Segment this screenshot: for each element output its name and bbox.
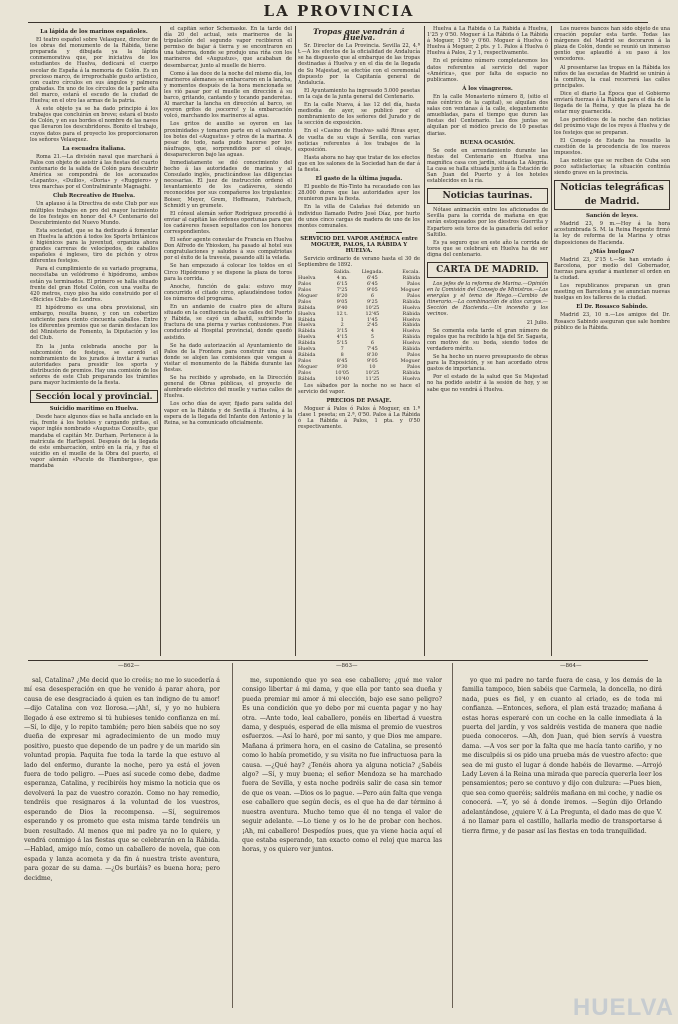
paragraph: Se comenta esta tarde el gran número de regalos que ha recibido la hija del Sr. Sagasta, con motivo de su boda, siendo todos de verdadero mérito. [427, 327, 548, 352]
timetable-cell: 10 [369, 363, 376, 370]
column-divider [295, 26, 296, 656]
timetable-cell: 4 m. [336, 275, 348, 282]
timetable-cell: Huelva [298, 346, 316, 353]
timetable-cell: 6 [370, 292, 374, 299]
column-5 [554, 26, 670, 656]
heading: Tropas que vendrán á Huelva. [313, 27, 405, 43]
timetable-cell: Rábida [402, 275, 420, 282]
timetable-cell: Huelva [402, 340, 420, 347]
heading: El Dr. Rosasco Sabindo. [576, 304, 648, 311]
paragraph: Un aplauso á la Directiva de este Club por sus múltiples trabajos en pro del mayor lucimiento de los festejos en honor del 4.º Centenario del Descubrimiento del Nuevo Mundo. [30, 201, 158, 226]
masthead [0, 0, 678, 22]
timetable-cell: Palos [406, 363, 420, 370]
timetable-cell: Huelva [298, 275, 316, 282]
paragraph: Los periódicos de la noche dan noticias del próximo viaje de los reyes á Huelva y de los festejos que se preparan. [554, 117, 670, 136]
paragraph: En un andamio de cuatro pies de altura situado en la confluencia de las calles del Puerto y Rábida, se cayó un albañil, sufriendo la fractura de una pierna y varias contusiones. Fue conducido al Hospital provincial, donde quedó asistido. [164, 304, 292, 341]
feuilleton-divider [232, 663, 233, 1008]
paragraph: Á este objeto ya se ha dado principio á los trabajos que concluirán en breve; estará el busto de Colón, y en sus bordes el nombre de las naves que llevaron los descubridores. Bonito el trabajo, cuyos datos para el proyecto los proporcionaron los señores Velasquez. [30, 106, 158, 143]
timetable-cell: 9'05 [336, 298, 348, 305]
paragraph: Se cede en arrendamiento durante las fiestas del Centenario en Huelva una magnífica casa con jardín, situada La Alegría. La casa se halla situada junto á la Estación de San Juan del Puerto y á los hoteles establecidos en la ría. [427, 147, 548, 185]
timetable-cell: 6'45 [367, 275, 378, 282]
timetable-cell: Palos [406, 292, 420, 299]
paragraph: Esta sociedad, que se ha dedicado á fomentar en Huelva la afición á todos los Sports británicos é higiénicos para la juventud, organiza ahora grandes carreras de velocípedos, de caballos españoles é ingleses, tiro de pichón y otros diferentes festejos. [30, 227, 158, 265]
timetable-cell: Huelva [402, 304, 420, 311]
timetable-cell: 7'45 [367, 346, 378, 353]
heading: Suicidio marítimo en Huelva. [49, 406, 139, 413]
paragraph: En la villa de Calañas fué detenido un individuo llamado Pedro José Díaz, por hurto de unos cinco cargas de madera de uno de los montes comunales. [298, 204, 420, 229]
paragraph: Nótase animación entre los aficionados de Sevilla para la corrida de mañana en que serán estoqueados por los diestros Guerrita y Espartero seis toros de la ganadería del señor Saltillo. [427, 207, 548, 238]
header-cell: Llegada. [361, 269, 384, 276]
heading: SERVICIO DEL VAPOR AMÉRICA entre MOGUER, PALOS, LA RÁBIDA Y HUELVA. [300, 235, 418, 254]
paragraph: El señor agente consular de Francia en Huelva Don Alfredo de Ybiosken, ha pasado al hotel sus congratulaciones y saludos á sus compatriotas por el éxito de la travesía, pasando allí la velada. [164, 237, 292, 262]
feuilleton-rule [28, 660, 648, 661]
paragraph: Servicio ordinario de verano hasta el 30 de Septiembre de 1892. [298, 256, 420, 269]
timetable-cell: 2'45 [367, 322, 378, 329]
heading: ¿Más huelgas? [589, 248, 635, 255]
section-title-box: Noticias telegráficas de Madrid. [554, 180, 670, 210]
feuilleton-column-center [242, 676, 442, 1008]
timetable-cell: 10'25 [365, 369, 380, 376]
timetable-cell: 7'25 [336, 287, 348, 293]
paragraph: Dice el diario La Época que el Gobierno enviará fuerzas á la Rábida para el día de la llegada de la Reina, y que la plaza ha de estar muy guarnecida. [554, 90, 670, 116]
timetable-cell: 11'25 [365, 375, 380, 382]
timetable-cell: 9'30 [336, 363, 348, 370]
paragraph: Moguer á Palos ó Palos á Moguer, en 1.ª clase 1 peseta; en 2.ª, 0'50. Palos á La Rábida ó La Rábida á Palos, 1 pta. y 0'50 respectivamente. [298, 405, 420, 431]
newspaper-title: LA PROVINCIA [263, 2, 415, 20]
paragraph: El teatro español sobre Velasquez, director de los obras del monumento de la Rábida, tiene preparada y dibujada ya la lápida conmemorativa que, por iniciativa de los estudiantes de Huelva, dedicará el cuerpo escolar de España á la memoria de Colón. Es un precioso marco, de irreprochable gusto artístico, con cuatro círculos en sus ángulos y palmera grabadas. En uno de los círculos de la parte alta del marco, estará el escudo de la ciudad de Huelva; en el otro las armas de la patria. [30, 37, 158, 105]
watermark-text: HUELVA [572, 994, 674, 1021]
timetable-cell: Huelva [298, 310, 316, 317]
heading: La escuadra italiana. [62, 145, 126, 152]
timetable-cell: 10'40 [335, 375, 350, 382]
timetable-cell: 12 t. [336, 310, 348, 317]
page-number-center: —863— [336, 663, 358, 669]
paragraph: el capitán señor Schemaske. En la tarde del día 20 del actual, seis marineros de la tripulación del segundo vapor recibieron el permiso de bajar á tierra y se encontraron en una taberna, donde se produjo una riña con los marineros del «Augustus», que acababan de desembarcar, junto al muelle de hierro. [164, 26, 292, 69]
timetable-cell: Huelva [298, 322, 316, 329]
paragraph: En el «Casino de Huelva» salió Rivas ayer, de vuelta de su viaje á Sevilla, con varias noticias referentes á los trabajos de la exposición. [298, 128, 420, 153]
heading: La lápida de los marinos españoles. [40, 29, 148, 35]
timetable-cell: Moguer [400, 357, 420, 364]
paragraph: Como á las doce de la noche del mismo día, los marineros alemanes se embarcaron en la lancha, y momentos después de la hora mencionada se les vió pasar por el muelle en dirección á su barco, gritando, cantando y tocando panderetas. Al marchar la lancha en dirección al barco, se oyeron gritos de ¡socorro! y la embarcación volcó, marchando los marineros al agua. [164, 70, 292, 120]
header-cell: Salida. [333, 269, 351, 276]
paragraph: Sr. Director de La Provincia. Sevilla 22, 4.ª t.—A los efectos de la oficialidad de Andalucía se ha dispuesto que al embarque de las tropas destinadas á Huelva y en el día de la llegada de Su Majestad, se efectúe con el ceremonial dispuesto por la Capitanía general de Andalucía. [298, 43, 420, 86]
timetable-cell: Huelva [298, 334, 316, 341]
paragraph: El cónsul alemán señor Rodríguez procedió á enviar al capitán las órdenes oportunas para que los cadáveres fuesen sepultados con los honores correspondientes. [164, 210, 292, 235]
timetable-cell: 7 [340, 346, 344, 353]
heading: Sanción de leyes. [585, 213, 639, 220]
paragraph: Es ya seguro que en este año la corrida de toros que se celebrará en Huelva ha de ser digna del centenario. [427, 239, 548, 258]
timetable-cell: Rábida [402, 310, 420, 317]
separator [316, 232, 402, 233]
section-title-box: Sección local y provincial. [30, 390, 158, 403]
dateline: 21 Julio. [526, 319, 548, 326]
section-title-box: CARTA DE MADRID. [427, 262, 548, 278]
timetable-cell: Palos [298, 298, 312, 305]
paragraph: Al presentarse las tropas en la Rábida los niños de las escuelas de Madrid se unirán á la comitiva, la cual recorrerá las calles principales. [554, 64, 670, 89]
column-divider [551, 26, 552, 656]
heading: El gasto de la última jugada. [315, 176, 403, 183]
heading: PRECIOS DE PASAJE. [326, 397, 392, 404]
timetable-cell: Rábida [298, 304, 316, 311]
column-divider [160, 26, 161, 656]
timetable-cell: 4 [370, 328, 374, 335]
paragraph: Se han empezado á colocar los toldos en el Circo Hipódromo y se dispone la plaza de toros para la corrida. [164, 263, 292, 282]
feuilleton-divider [452, 663, 453, 1008]
column-3 [298, 26, 420, 656]
timetable-cell: Palos [298, 281, 312, 288]
timetable-cell: Huelva [402, 316, 420, 323]
heading: Club Recreativo de Huelva. [52, 193, 136, 200]
timetable-cell: Rábida [298, 351, 316, 358]
paragraph: Desde hace algunos días se halla anclado en la ría, frente á los hoteles y cargando piritas, el vapor inglés nombrado «Augustus Consult», que mandaba el capitán Mr. Durham. Pertenece á la matrícula de Hartlepool. Después de la llegada de este embarcación, entró en la ría, y fue el suicidio en el muelle de la Obra del puerto, el vapor alemán «Pucuto de Hamburgos», que mandaba [30, 414, 158, 469]
timetable-cell: 5 [370, 334, 374, 341]
heading: Á los vinagreros. [462, 85, 513, 92]
paragraph: Las noticias que se reciben de Cuba son poco satisfactorias; la situación continúa siendo grave en la provincia. [554, 157, 670, 177]
paragraph: El Ayuntamiento ha ingresado 5.000 pesetas en la caja de la junta general del Centenario. [298, 87, 420, 100]
paragraph: Para el cumplimiento de su variado programa, necesitaba un velódromo é hipódromo, ambos están ya terminados. El primero se halla situado frente del gran Hotel Colón, con una vuelta de 420 metros, cuyo piso ha sido construido por el «Bicicles Club» de Londres. [30, 266, 158, 303]
paragraph: El Consejo de Estado ha resuelto la cuestión de la procedencia de los nuevos impuestos. [554, 137, 670, 156]
timetable-cell: 1 [340, 316, 344, 323]
paragraph: En la calle Monasterio número 8, (sitio el más céntrico de la capital), se alquilan dos salas con ventanas á la calle, elegantemente amuebladas, para el tiempo que duren las fiestas del Centenario. Las dos juntas se alquilan por el módico precio de 10 pesetas diarias. [427, 93, 548, 137]
timetable-cell: 9'05 [367, 357, 378, 364]
timetable-cell: 5'15 [336, 340, 348, 347]
timetable-cell: 8 [340, 351, 344, 358]
timetable-cell: Rábida [298, 316, 316, 323]
timetable-cell: Palos [298, 287, 312, 293]
timetable-cell: Palos [298, 369, 312, 376]
paragraph: Los sábados por la noche no se hace el servicio del vapor. [298, 382, 420, 395]
feuilleton-text: yo que mi padre no tarde fuera de casa, y los demás de la familia tampoco, bien sabéis que Carmela, la doncella, no dirá nada, pues es fiel, y en cuanto al criado, es de toda mi confianza. —Entonces, señora, el plan está trazado; mañana á estas horas esperaré con un coche en la calle inmediata á la puerta del jardín, y vos saldréis vestida de manera que nadie pueda conoceros. —Ah, don Juan, qué bien servís á vuestra dama. —A vos ser por la falta que me hacía tanto cariño, y no me disculpéis si os pido una prueba más de vuestro afecto: que sea de mi gusto el lugar á donde habéis de llevarme. —Arrojó Lady Leven á la Reina una mirada que parecía quererla leer los pensamientos; pero se contuvo y dijo con dulzura: —Pues bien, que sea como queréis; saldréis mañana en mi coche, y nadie os conocerá. —Y, yo sé á donde iremos. —Según dijo Orlando adelantándose, ¿quiere V. á La Pregunta, el dado mas de que V. á no llamar para el castillo, hallarla medio de transportarse á tierra firme, y de pasar así las fiestas en toda tranquilidad. [462, 677, 662, 835]
timetable-cell: Moguer [400, 287, 420, 293]
paragraph: Se ha hecho un nuevo presupuesto de obras para la Exposición, y se han acordado otros gastos de importancia. [427, 354, 548, 373]
page-number-right: —864— [560, 663, 582, 669]
timetable-cell: Rábida [298, 375, 316, 382]
timetable-cell: Palos [298, 357, 312, 364]
paragraph: Madrid 23, 2'15 t.—Se han enviado á Barcelona, por medio del Gobernador, fuerzas para ayudar á mantener el orden en la ciudad. [554, 256, 670, 281]
timetable-cell: Moguer [298, 363, 318, 370]
feuilleton-text: me, suponiendo que yo sea ese caballero; ¿qué me valor consigo libertar á mi dama, y que ella por tanto sea dueña y pueda premiar mi amor á mi elección, bajo ese sano peligro? Es una condición que yo debo por mi cuenta pagar y no hay otra. —Ante todo, leal caballero, ponéis en libertad á vuestra dama, y después, esperad de ella misma el premio de vuestros esfuerzos. —Así lo haré, por mi santo, y que Dios me ampare. Mañana á primera hora, en el casino de Catalina, se presentó como lo había prometido, y su visita no fue infructuosa para la causa. —¿Qué hay? ¿Tenéis ahora ya alguna noticia? ¿Sabéis algo? —Sí, y muy buena; el señor Mendoza se ha marchado fuera de Sevilla, y esta noche podréis salir de casa sin temor de que os vean. —Dios os lo pague. —Pero aún falta que venga ese caballero que según decís, es el que ha de dar término á nuestra aventura. Mucho temo que él no tenga el valor de seguir adelante. —Lo tiene y os lo he de probar con hechos. ¡Ah, mi caballero! Despedíos pues, que ya viene hacia aquí el que estaba esperando, tan exacto como el reloj que marca las horas, y os quiero ver juntos. [242, 677, 442, 854]
paragraph: Los gritos de auxilio se oyeron en las proximidades y tomaron parte en el salvamento los botes del «Augustus» y otros de la marina. A pesar de todo, nada pudo hacerse por los náufragos, que, sorprendidos por el oleaje, desaparecieron bajo las aguas. [164, 121, 292, 158]
column-4 [427, 26, 548, 656]
column-1 [30, 26, 158, 656]
paragraph: El pueblo de Río-Tinto ha recaudado con las 28.000 duros que las autoridades ayer los reunieron para la fiesta. [298, 184, 420, 203]
paragraph: Inmediatamente se dió conocimiento del hecho á las autoridades de marina y al Consulado inglés, practicándose las diligencias necesarias. El juez de instrucción ordenó el levantamiento de los cadáveres, siendo reconocidos por sus compañeros los tripulantes: Boiser, Meyer, Grem, Hoffmann, Fahrbach, Schmidt y un grumete. [164, 159, 292, 209]
timetable-cell: 10'05 [335, 369, 350, 376]
column-divider [424, 26, 425, 656]
timetable-cell: Rábida [402, 346, 420, 353]
timetable-cell: 9'40 [336, 304, 348, 311]
paragraph: Madrid 23, 10 n.—Los amigos del Dr. Rosasco Sabindo aseguran que sale hombre público de la Rábida. [554, 312, 670, 331]
timetable-cell: 4'15 [336, 334, 348, 341]
timetable-cell: Palos [406, 351, 420, 358]
timetable-cell: 2 [340, 322, 344, 329]
paragraph: Anoche, función de gala: estuvo muy concurrido el citado circo, aplaudiéndose todos los números del programa. [164, 283, 292, 302]
timetable-cell: 8'30 [367, 351, 378, 358]
paragraph: Hasta ahora no hay que tratar de los efectos que en los salones de la Sociedad han de dar á la fiesta. [298, 154, 420, 173]
timetable-cell: Rábida [298, 328, 316, 335]
paragraph: En el próximo número completaremos los datos referentes al servicio del vapor «América», que por falta de espacio no publicamos. [427, 58, 548, 83]
heading: BUENA OCASIÓN. [459, 139, 516, 146]
timetable-cell: 10'25 [365, 304, 380, 311]
timetable-cell: 12'45 [365, 310, 380, 317]
paragraph: Huelva á La Rábida ó La Rábida á Huelva, 1'25 y 0'50. Moguer á La Rábida ó La Rábida á Moguer, 1'50 y 0'60. Moguer á Huelva ó Huelva á Moguer, 2 pts. y 1. Palos á Huelva ó Huelva á Palos, 2 y 1, respectivamente. [427, 26, 548, 57]
paragraph: Los republicanos preparan un gran meeting en Barcelona y se anuncian nuevas huelgas en los talleres de la ciudad. [554, 283, 670, 302]
masthead-rule [28, 22, 648, 23]
timetable-cell: Rábida [402, 369, 420, 376]
header-cell: Escala. [402, 269, 420, 276]
column-2 [164, 26, 292, 656]
timetable-cell: Huelva [402, 375, 420, 382]
section-title-box: Noticias taurinas. [427, 188, 548, 204]
timetable-cell: 9'25 [367, 298, 378, 305]
timetable-cell: 1'45 [367, 316, 378, 323]
timetable-cell: Huelva [402, 328, 420, 335]
paragraph: Los nuevos bancos han sido objeto de una creación popular esta tarde. Todas las márgenes del Madrid se decoraron á la plaza de Colón, donde se reunió un inmenso gentío que aplaudió á su paso á los vencedores. [554, 26, 670, 63]
library-watermark [572, 992, 674, 1021]
timetable-cell: 6'15 [336, 281, 348, 288]
paragraph: Los ocho días de ayer, fijado para salida del vapor en la Rábida y de Sevilla á Huelva, á la espera de la llegada del Infante don Antonio y la Reina, se ha comunicado oficialmente. [164, 401, 292, 426]
feuilleton-column-left [24, 676, 220, 1008]
feuilleton-text: sal, Catalina? ¿Me decid que lo creéis; no me lo sucedería á mí esa desesperación en que he venido á parar ahora, por causa de ese desgraciado á quien es tan indigno de tu amor!—dijo Catalina con voz llorosa.—¡Ah!, sí, y yo no hubiera llegado á ese extremo si tú hubieses tenido confianza en mí. —Sí, lo dije, y lo repito también; pero bien sabéis que no soy dueña de expresar mi agradecimiento de un modo muy positivo, puesto que dependo de un padre y de un marido sin voluntad propia. Paquita fue toda la tarde la que estuvo al lado del enfermo, durante la noche, pero ya está el joven fuera de todo peligro. —Pues así sucede como debe, dadme esperanza, Catalina, y recibiréis hoy mismo la noticia que os devolverá la paz de vuestro corazón. Como no hay remedio, tendréis que resignaros á la voluntad de los vuestros, esperando de Dios la recompensa. —Sí, seguiremos esperando y os prometo que esta misma tarde tendréis un buen resultado. Al menos que mi padre ya no lo quiere, y vendrá conmigo á las fiestas que se celebrarán en la Rábida. —Hablad, amigo mío, como un caballero de novela, que con espada y lanza acometa y da fin á nuestra triste aventura, para gozar de su dama. —¿Os burláis? es buena hora; pero decidme, [24, 677, 220, 882]
timetable-cell: 8'45 [336, 357, 348, 364]
timetable-cell: Rábida [402, 334, 420, 341]
paragraph: Madrid 23, 9 m.—Hoy á la hora acostumbrada S. M. la Reina Regente firmó la ley de reforma de la Marina y otras disposiciones de Hacienda. [554, 221, 670, 246]
timetable [298, 270, 420, 382]
paragraph: Roma 21.—La división naval que marchará á Palos con objeto de asistir á las fiestas del cuarto centenario de la salida de Colón para descubrir América se compondrá de los acorazados «Lepanto», «Duilio», «Doria» y «Ruggiero» y tres marchas por el Contralmirante Magnaghi. [30, 153, 158, 191]
timetable-cell: Rábida [402, 298, 420, 305]
page-number-left: —862— [118, 663, 140, 669]
timetable-cell: Moguer [298, 292, 318, 299]
timetable-cell: Rábida [402, 322, 420, 329]
summary: Los jefes de la reforma de Marina.—Opinión en la Comisión del Consejo de Ministros.—Las energías y el tema de Riego.—Cambio de itinerario.—La combinación de altos cargos.—Sección de Hacienda.—Un incendio y los vecinos. [427, 281, 548, 318]
paragraph: En la junta celebrada anoche por la subcomisión de festejos, se acordó el nombramiento de los jurados á invitar á varias autoridades para presidir los sports y distribución de premios. Hay una comisión de los señores de este Club preparando los trámites para mayor lucimiento de la fiesta. [30, 343, 158, 387]
feuilleton-column-right [462, 676, 662, 1008]
paragraph: En la calle Nueva, á las 12 del día, hasta mediodía de ayer, se publicó por el nombramiento de los señores del Jurado y de la sección de exposición. [298, 102, 420, 127]
timetable-cell: Rábida [298, 340, 316, 347]
paragraph: Se ha dado autorización al Ayuntamiento de Palos de la Frontera para construir una casa donde se alojen las comisiones que vengan á visitar el monumento de la Rábida durante las fiestas. [164, 342, 292, 373]
timetable-cell: 6 [370, 340, 374, 347]
timetable-cell: 6'45 [367, 281, 378, 288]
paragraph: Se ha recibido y aprobado, en la Dirección general de Obras públicas, el proyecto de alumbrado eléctrico del muelle y varias calles de Huelva. [164, 375, 292, 400]
timetable-cell: 9'05 [367, 287, 378, 293]
paragraph: Por el estado de la salud que Su Majestad no ha podido asistir á la sesión de hoy, y se sabe que no vendrá á Huelva. [427, 374, 548, 393]
timetable-cell: 3'15 [336, 328, 348, 335]
timetable-cell: Palos [406, 281, 420, 288]
timetable-cell: 8'20 [336, 292, 348, 299]
paragraph: El hipódromo es una obra provisional, sin embargo, resulta bueno, y con un cobertizo suficiente para ciento cincuenta caballos. Entre los diferentes premios que se darán destacan los del Ministerio de Fomento, la Diputación y los del Club. [30, 304, 158, 342]
